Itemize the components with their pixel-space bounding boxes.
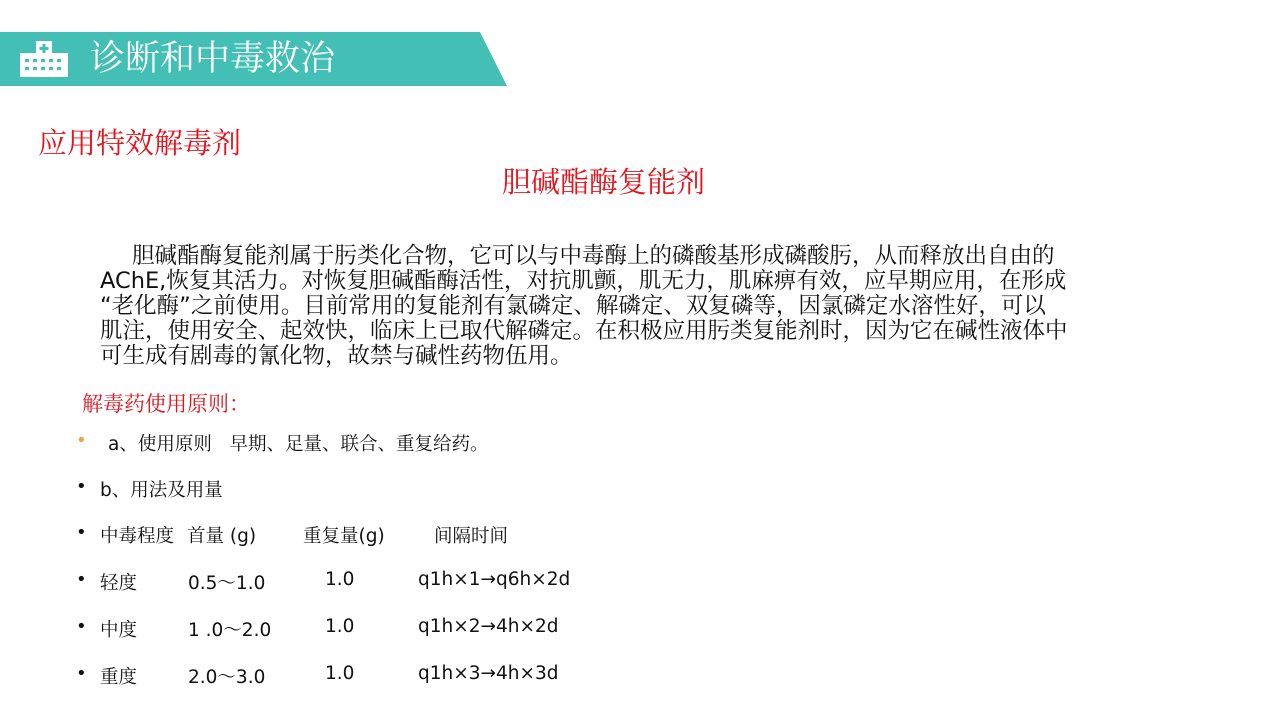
section-heading: 应用特效解毒剂 <box>38 126 242 160</box>
hospital-icon <box>20 41 68 77</box>
page-title: 诊断和中毒救治 <box>90 39 336 79</box>
bullet-dot: • <box>76 476 87 497</box>
bullet-dot: • <box>76 569 87 590</box>
bullet-dot: • <box>76 522 87 543</box>
principles-heading: 解毒药使用原则： <box>82 392 250 416</box>
description-paragraph: 胆碱酯酶复能剂属于肟类化合物，它可以与中毒酶上的磷酸基形成磷酸肟，从而释放出自由的 AChE,恢复其活力。对恢复胆碱酯酶活性，对抗肌颤，肌无力，肌麻痹有效，应早期应用，在形成 “老化酶”之前使用。目前常用的复能剂有氯磷定、解磷定、双复磷等，因氯磷定水溶性好，可以 肌注，使用安全、起效快，临床上已取代解磷定。在积极应用肟类复能剂时，因为它在碱性液体中 可生成有剧毒的氰化物，故禁与碱性药物伍用。 <box>100 243 1068 369</box>
sub-heading: 胆碱酯酶复能剂 <box>502 165 706 199</box>
bullet-dot: • <box>76 430 87 451</box>
bullet-dot: • <box>76 616 87 637</box>
bullet-dot: • <box>76 663 87 684</box>
